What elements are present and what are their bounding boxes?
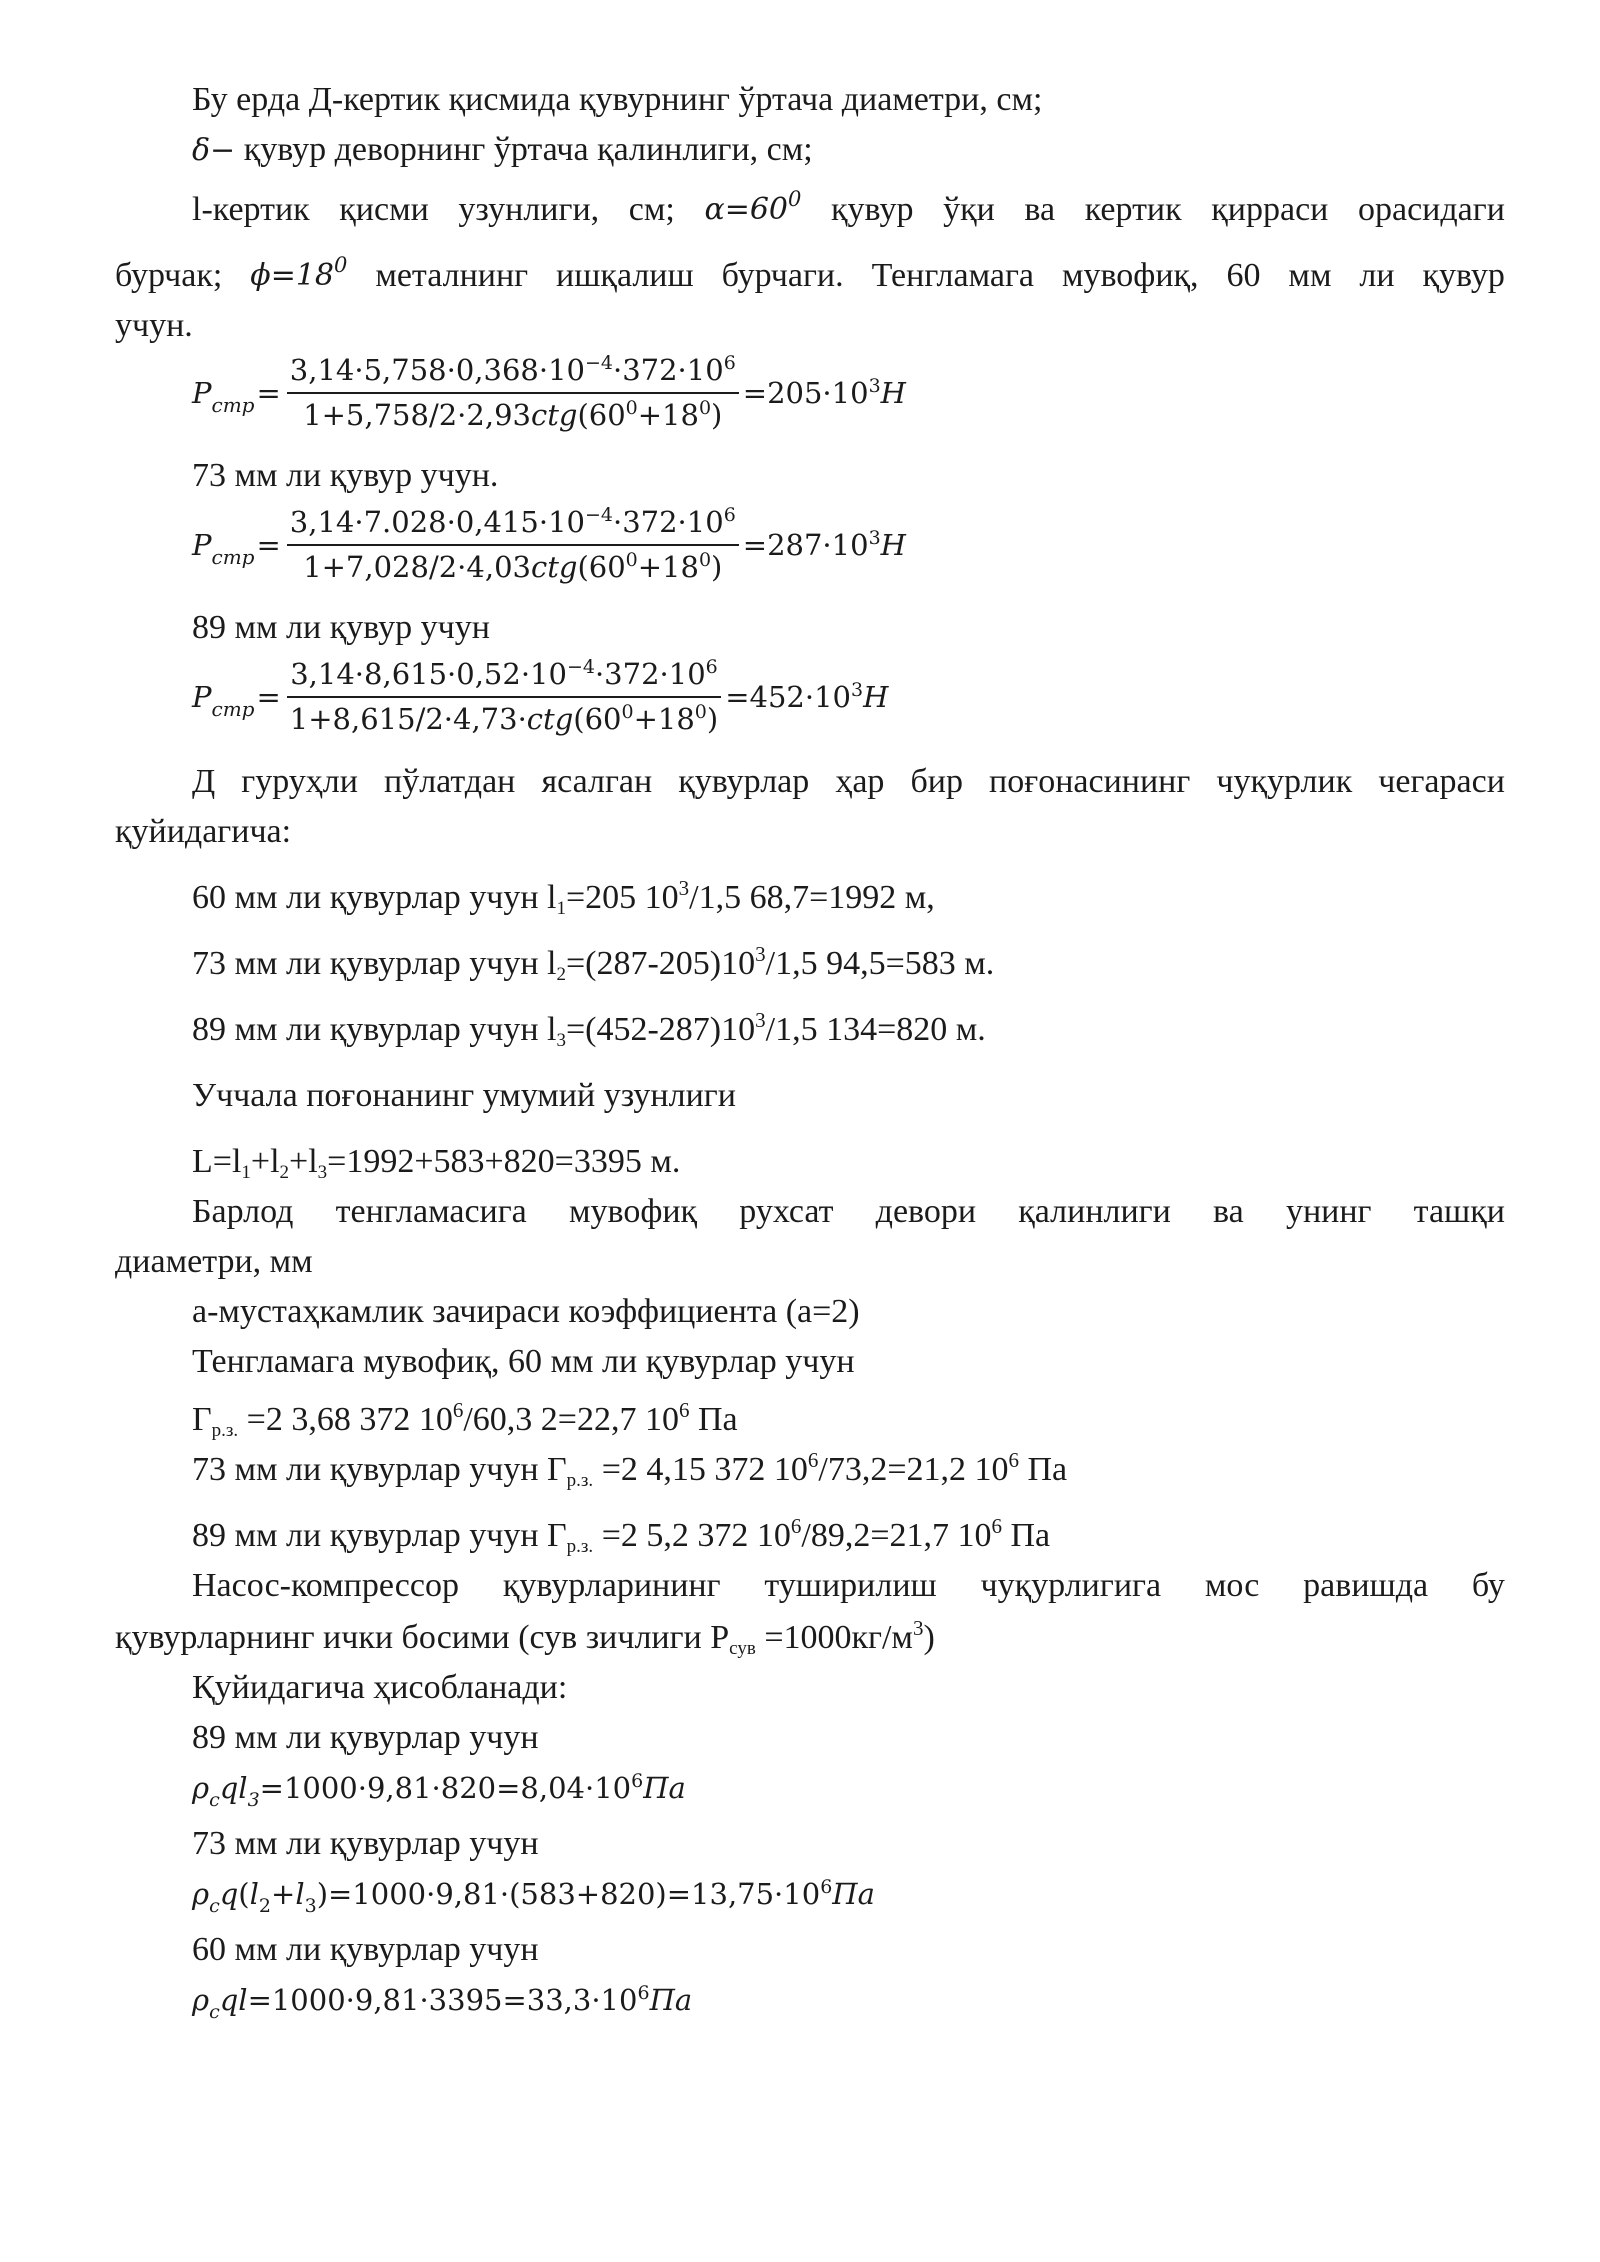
text: + [271,1877,296,1911]
superscript: −4 [584,352,613,374]
word: ишқалиш [556,257,694,294]
paragraph-pump [115,1562,1505,1610]
word: тенгламасига [335,1193,527,1230]
word: равишда [1303,1567,1429,1604]
formula-rhs [743,369,906,417]
heading-calc-60 [115,1926,1505,1974]
word: бурчак; [115,257,223,294]
word: мос [1204,1567,1260,1604]
word: ташқи [1413,1193,1505,1230]
word: орасидаги [1357,191,1505,228]
word: қирраси [1211,191,1329,228]
numerator [287,656,721,698]
num-text: ·372·10 [612,505,724,539]
unit: Па [649,1983,693,2017]
superscript: 3 [755,1008,766,1032]
subscript: 2 [258,1895,271,1917]
text: /73,2=21,2 10 [818,1451,1009,1488]
paragraph-barlod [115,1188,1505,1236]
subscript: р.з. [566,1536,594,1557]
word: Д [192,763,216,800]
unit: H [880,527,906,562]
rho-symbol: ρ [192,1983,210,2017]
fraction [287,656,721,737]
subscript: 3 [556,1030,566,1051]
numerator [287,504,739,546]
text: ql [219,1983,248,2017]
word: ва [1024,191,1056,228]
pressure-73mm [192,1874,875,1917]
denominator [300,394,725,433]
text: =2 5,2 372 10 [593,1517,791,1554]
text: Па [689,1401,738,1438]
num-text: 3,14·7.028·0,415·10 [289,505,585,539]
subscript: 3 [304,1895,317,1917]
superscript: 3 [912,1616,924,1640]
superscript: 6 [678,1398,690,1422]
text: 73 мм ли қувурлар учун Г [192,1451,567,1488]
stress-89mm [115,1512,1505,1560]
word: Барлод [192,1193,294,1230]
word: ясалган [541,763,653,800]
superscript: −4 [584,504,613,526]
den-text: 1+8,615/2·4,73· [289,702,527,736]
den-text: +18 [633,702,695,736]
word: девори [875,1193,977,1230]
word: туширилиш [764,1567,937,1604]
pressure-60mm [192,1980,693,2023]
word: узунлиги, [458,191,600,228]
text: 89 мм ли қувурлар учун [192,1719,539,1756]
word: ва [1213,1193,1244,1230]
superscript: 6 [723,352,736,374]
paragraph-calc [115,1664,1505,1712]
formula-lhs [192,521,254,569]
length-l3 [115,1006,1505,1054]
word: рухсат [739,1193,834,1230]
text: =(452-287)10 [565,1011,756,1048]
word: қувур [1422,257,1505,294]
superscript: 3 [678,876,690,900]
word: 60 [1226,257,1261,294]
word: бир [910,763,963,800]
text: +l [289,1143,318,1180]
text: қувур деворнинг ўртача қалинлиги, см; [243,131,813,168]
word: Насос-компрессор [192,1567,459,1604]
word: қувур [831,191,914,228]
superscript: 0 [334,253,348,277]
alpha-formula [704,186,801,234]
text: Тенгламага мувофиқ, 60 мм ли қувурлар учун [192,1343,855,1380]
den-text: (60 [577,550,626,584]
text: 89 мм ли қувурлар учун l [192,1011,557,1048]
superscript: 6 [820,1876,833,1898]
word: қалинлиги [1018,1193,1171,1230]
paragraph-barlod-end [115,1238,1505,1286]
subscript: стр [211,696,255,721]
text: ql [219,1771,248,1805]
superscript: 6 [991,1514,1002,1538]
superscript: 6 [1008,1448,1019,1472]
denominator [287,698,721,737]
word: унинг [1285,1193,1372,1230]
subscript: р.з. [566,1470,594,1491]
subscript: 1 [241,1162,251,1183]
rho-symbol: ρ [192,1771,210,1805]
text: l [295,1877,305,1911]
text: 60 мм ли қувурлар учун l [192,879,557,916]
ctg-text: ctg [530,550,578,584]
length-l2 [115,940,1505,988]
text: қувурларнинг ички босими (сув зичлиги Р [115,1619,730,1656]
text: 89 мм ли қувурлар учун Г [192,1517,567,1554]
denominator [300,546,725,585]
text: Па [1002,1517,1051,1554]
word: l-кертик [192,191,310,228]
rho-symbol: ρ [192,1877,210,1911]
word: ли [1359,257,1395,294]
word: кертик [1084,191,1182,228]
alpha-text: α=60 [704,192,789,227]
stress-60mm [115,1396,1505,1444]
den-text: 1+5,758/2·2,93 [303,398,531,432]
superscript: 6 [637,1982,650,2004]
subscript: c [209,1789,220,1811]
superscript: 0 [788,187,802,211]
word: чегараси [1378,763,1505,800]
text: ( [238,1877,250,1911]
word: поғонасининг [989,763,1191,800]
text: =2 4,15 372 10 [593,1451,808,1488]
delta-symbol: δ− [192,133,236,168]
superscript: 0 [698,549,712,571]
lhs-symbol: P [192,375,212,410]
superscript: 3 [850,678,864,701]
subscript: 3 [317,1162,328,1183]
unit: H [880,375,906,410]
lhs-symbol: P [192,527,212,562]
num-text: ·372·10 [612,353,724,387]
text: =2 3,68 372 10 [238,1401,453,1438]
word: чуқурлик [1216,763,1353,800]
subscript: стр [211,392,255,417]
superscript: −4 [566,656,595,678]
subscript: c [209,1895,220,1917]
den-text: ) [711,550,723,584]
phi-formula [250,252,347,300]
formula-rhs [743,521,906,569]
den-text: 1+7,028/2·4,03 [303,550,531,584]
text: 73 мм ли қувурлар учун l [192,945,557,982]
heading-calc-73 [115,1820,1505,1868]
formula-89mm [192,656,888,737]
text: 73 мм ли қувур учун. [192,457,499,494]
text: +l [250,1143,280,1180]
text: қуйидагича: [115,813,292,850]
word: металнинг [375,257,529,294]
word: ҳар [835,763,885,800]
num-text: ·372·10 [594,657,706,691]
word: пўлатдан [384,763,516,800]
text: =1992+583+820=3395 м. [327,1143,681,1180]
den-text: (60 [577,398,626,432]
heading-calc-89 [115,1714,1505,1762]
length-l1 [115,874,1505,922]
phi-text: ϕ=18 [250,258,335,293]
text: )=1000·9,81·(583+820)=13,75·10 [316,1877,821,1911]
superscript: 0 [694,701,707,723]
superscript: 6 [631,1770,644,1792]
fraction [287,504,739,585]
superscript: 3 [755,942,766,966]
unit: H [863,679,889,714]
word: чуқурлигига [980,1567,1162,1604]
superscript: 6 [723,504,736,526]
den-text: ) [706,702,719,736]
word: мм [1288,257,1332,294]
unit: Па [643,1771,686,1805]
text: Г [192,1401,212,1438]
paragraph-wall-thickness [115,126,1505,175]
word: Тенгламага [871,257,1035,294]
subscript: сув [729,1638,756,1659]
formula-rhs [725,673,888,721]
formula-60mm [192,352,906,433]
text: =205 10 [565,879,679,916]
paragraph-pump-end [115,1614,1505,1662]
text: диаметри, мм [115,1243,313,1280]
superscript: 6 [452,1398,464,1422]
equals-sign: = [256,527,281,562]
word: см; [628,191,675,228]
den-text: +18 [637,550,699,584]
rhs-text: =452·10 [725,679,851,714]
fraction [287,352,739,433]
word: бу [1471,1567,1505,1604]
word: қувурлар [678,763,810,800]
word: гуруҳли [241,763,358,800]
subscript: 1 [556,898,566,919]
paragraph-equation-60 [115,1338,1505,1386]
text: l [249,1877,259,1911]
equals-sign: = [256,375,281,410]
word: бурчаги. [721,257,844,294]
pressure-89mm [192,1768,686,1811]
text: Бу ерда Д-кертик қисмида қувурнинг ўртача диаметри, см; [192,81,1043,118]
text: 60 мм ли қувурлар учун [192,1931,539,1968]
total-length [115,1138,1505,1186]
text: 89 мм ли қувур учун [192,609,490,646]
total-title [115,1072,1505,1120]
num-text: 3,14·8,615·0,52·10 [290,657,567,691]
rhs-text: =205·10 [742,375,869,410]
superscript: 3 [868,526,881,549]
text: /1,5 94,5=583 м. [765,945,995,982]
superscript: 6 [705,656,718,678]
rhs-text: =287·10 [742,527,869,562]
superscript: 0 [625,549,638,571]
text: q [219,1877,239,1911]
paragraph-group-d [115,758,1505,806]
superscript: 6 [790,1514,802,1538]
num-text: 3,14·5,758·0,368·10 [289,353,585,387]
text: /1,5 134=820 м. [765,1011,986,1048]
text: =(287-205)10 [565,945,756,982]
formula-73mm [192,504,906,585]
paragraph-for [115,302,1505,350]
subscript: 3 [247,1789,260,1811]
text: Қуйидагича ҳисобланади: [192,1669,568,1706]
word: мувофиқ [568,1193,698,1230]
text: /89,2=21,7 10 [801,1517,992,1554]
text: =1000кг/м [755,1619,913,1656]
word: қисми [339,191,429,228]
superscript: 0 [698,397,712,419]
subscript: стр [211,544,255,569]
ctg-text: ctg [526,702,574,736]
equals-sign: = [256,679,281,714]
ctg-text: ctg [530,398,578,432]
heading-89mm [115,604,1505,652]
text: /1,5 68,7=1992 м, [689,879,935,916]
unit: Па [832,1877,875,1911]
subscript: 2 [279,1162,290,1183]
paragraph-cut-length [115,186,1505,234]
lhs-symbol: P [192,679,212,714]
superscript: 0 [621,701,634,723]
den-text: +18 [637,398,699,432]
superscript: 0 [625,397,638,419]
heading-73mm [115,452,1505,500]
paragraph-friction-angle [115,252,1505,300]
superscript: 6 [807,1448,819,1472]
den-text: ) [711,398,723,432]
text: 73 мм ли қувурлар учун [192,1825,539,1862]
text: /60,3 2=22,7 10 [463,1401,679,1438]
word: мувофиқ, [1061,257,1199,294]
subscript: р.з. [211,1420,239,1441]
numerator [287,352,739,394]
superscript: 3 [868,374,881,397]
den-text: (60 [573,702,622,736]
text: учун. [115,307,193,344]
subscript: 2 [556,964,566,985]
text: L=l [192,1143,242,1180]
stress-73mm [115,1446,1505,1494]
formula-lhs [192,369,254,417]
paragraph-coefficient [115,1288,1505,1336]
text: Па [1019,1451,1068,1488]
subscript: c [209,2001,220,2023]
word: ўқи [943,191,995,228]
paragraph-group-d-end [115,808,1505,856]
text: =1000·9,81·820=8,04·10 [259,1771,632,1805]
paragraph-diameter [115,76,1505,124]
text: а-мустаҳкамлик зачираси коэффициента (а=2) [192,1293,860,1330]
formula-lhs [192,673,254,721]
text: =1000·9,81·3395=33,3·10 [247,1983,638,2017]
text: Уччала поғонанинг умумий узунлиги [192,1077,736,1114]
word: қувурларининг [502,1567,721,1604]
text: ) [923,1619,935,1656]
